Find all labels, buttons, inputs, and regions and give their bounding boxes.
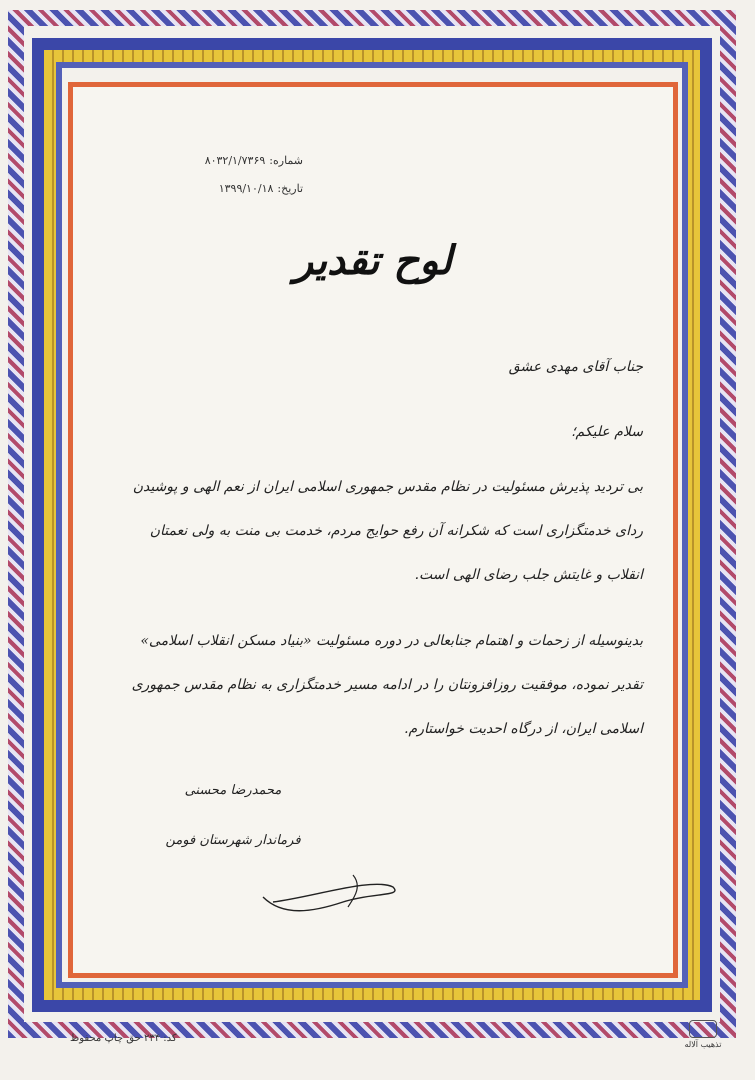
publisher-logo-icon <box>689 1020 717 1038</box>
signatory-title: فرماندار شهرستان فومن <box>165 833 301 848</box>
date-value: ۱۳۹۹/۱۰/۱۸ <box>218 182 274 195</box>
publisher-logo <box>663 1020 743 1050</box>
signatory-name: محمدرضا محسنی <box>184 783 282 798</box>
certificate-title: لوح تقدیر <box>293 237 453 284</box>
number-value: ۸۰۳۲/۱/۷۳۶۹ <box>204 154 266 167</box>
number-label: شماره: <box>269 154 303 167</box>
date-label: تاریخ: <box>277 182 303 195</box>
greeting: سلام علیکم؛ <box>571 424 643 440</box>
certificate-body <box>73 87 673 973</box>
footer-code: کد: ۲۳۴ حق چاپ محفوظ <box>70 1033 177 1044</box>
addressee: جناب آقای مهدی عشق <box>508 359 643 375</box>
reference-date-row <box>153 175 303 203</box>
signature-scribble <box>253 867 413 917</box>
paragraph-1: بی تردید پذیرش مسئولیت در نظام مقدس جمهوری اسلامی ایران از نعم الهی و پوشیدن ردای خدمتگزاری است که شکرانه آن رفع حوایج مردم، خدمت بی منت به ولی نعمتان انقلاب و غایتش جلب رضای الهی است. <box>132 479 643 583</box>
paragraph-2: بدینوسیله از زحمات و اهتمام جنابعالی در دوره مسئولیت «بنیاد مسکن انقلاب اسلامی» تقدیر نموده، موفقیت روزافزونتان را در ادامه مسیر خدمتگزاری به نظام مقدس جمهوری اسلامی ایران، از درگاه احدیت خواستارم. <box>131 633 643 737</box>
reference-block <box>153 147 303 203</box>
reference-number-row <box>153 147 303 175</box>
publisher-logo-text: تذهیب آلاله <box>684 1040 722 1049</box>
